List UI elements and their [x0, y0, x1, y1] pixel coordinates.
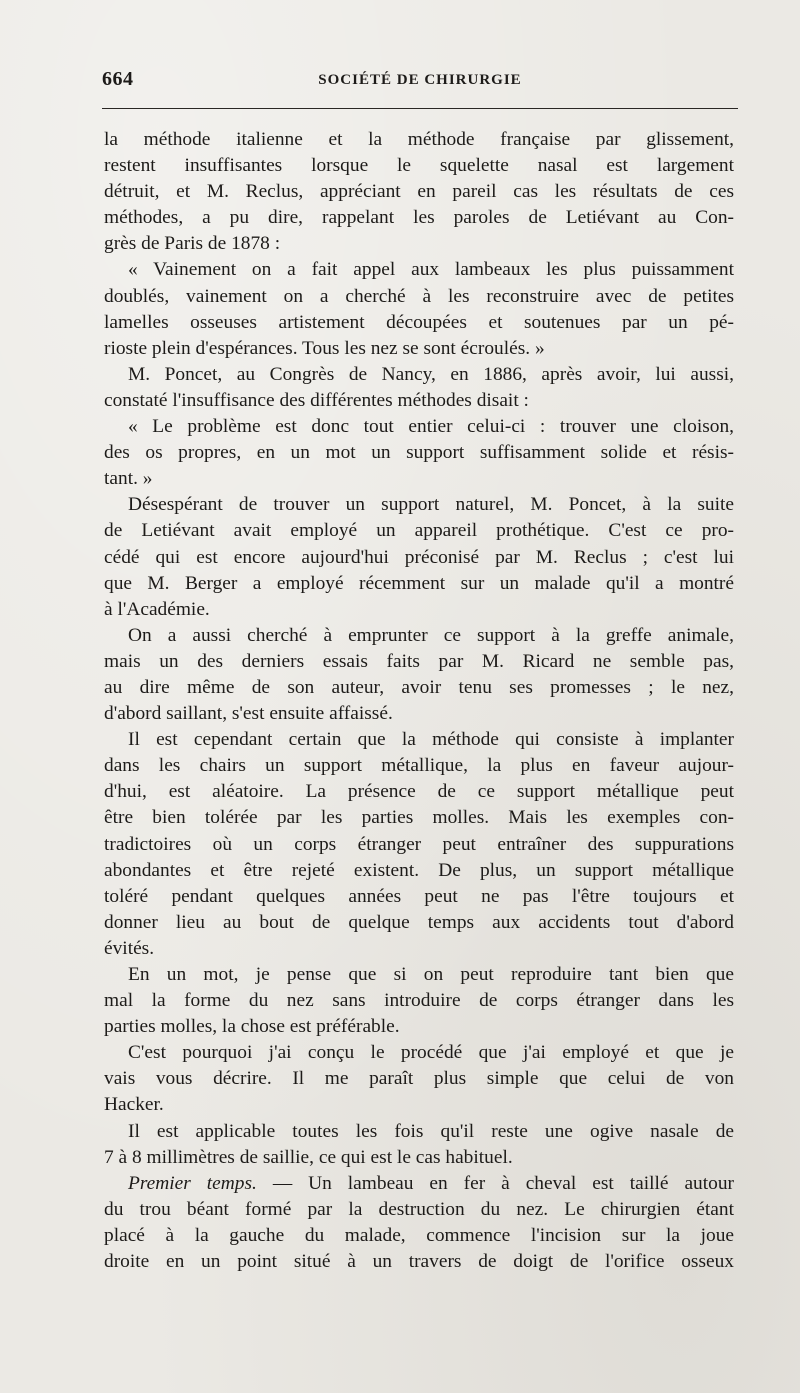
text-line: abondantes et être rejeté existent. De plus, un support métallique — [104, 859, 734, 881]
text-line: la méthode italienne et la méthode française par glissement, — [104, 129, 734, 150]
text-line: tant. » — [104, 468, 153, 490]
section-heading: Premier temps. — [128, 1172, 257, 1194]
text-line: que M. Berger a employé récemment sur un malade qu'il a montré — [104, 572, 734, 594]
text-line: doublés, vainement on a cherché à les reconstruire avec de petites — [104, 285, 734, 307]
text-line: d'hui, est aléatoire. La présence de ce support métallique peut — [104, 781, 734, 803]
text-line: Hacker. — [104, 1094, 164, 1116]
text-line: 7 à 8 millimètres de saillie, ce qui est le cas habituel. — [104, 1146, 513, 1168]
text-line: cédé qui est encore aujourd'hui préconisé par M. Reclus ; c'est lui — [104, 546, 734, 568]
text-line: rioste plein d'espérances. Tous les nez se sont écroulés. » — [104, 337, 545, 359]
text-line: mais un des derniers essais faits par M. Ricard ne semble pas, — [104, 650, 734, 672]
text-line: En un mot, je pense que si on peut reproduire tant bien que — [128, 964, 734, 985]
text-line-rest: — Un lambeau en fer à cheval est taillé autour — [272, 1172, 734, 1194]
text-line: M. Poncet, au Congrès de Nancy, en 1886, après avoir, lui aussi, — [128, 363, 734, 385]
text-line: toléré pendant quelques années peut ne pas l'être toujours et — [104, 885, 734, 907]
page-header — [102, 68, 738, 98]
text-line: restent insuffisantes lorsque le squelette nasal est largement — [104, 155, 734, 177]
text-line: « Vainement on a fait appel aux lambeaux les plus puissamment — [128, 259, 734, 281]
text-line: C'est pourquoi j'ai conçu le procédé que j'ai employé et que je — [128, 1042, 734, 1064]
text-line: donner lieu au bout de quelque temps aux accidents tout d'abord — [104, 911, 734, 933]
text-line: tradictoires où un corps étranger peut entraîner des suppurations — [104, 833, 734, 855]
text-line: lamelles osseuses artistement découpées et soutenues par un pé- — [104, 311, 734, 333]
text-line: Désespérant de trouver un support naturel, M. Poncet, à la suite — [128, 494, 734, 516]
text-line: Il est applicable toutes les fois qu'il reste une ogive nasale de — [128, 1120, 734, 1142]
text-line: méthodes, a pu dire, rappelant les paroles de Letiévant au Con- — [104, 207, 734, 229]
text-line: vais vous décrire. Il me paraît plus simple que celui de von — [104, 1068, 734, 1090]
text-line: évités. — [104, 937, 155, 959]
body-text — [104, 127, 734, 1275]
text-line: Il est cependant certain que la méthode qui consiste à implanter — [128, 729, 734, 751]
text-line: d'abord saillant, s'est ensuite affaissé. — [104, 703, 393, 725]
text-line: « Le problème est donc tout entier celui-ci : trouver une cloison, — [128, 416, 734, 438]
text-line: constaté l'insuffisance des différentes méthodes disait : — [104, 389, 529, 411]
text-line: à l'Académie. — [104, 598, 210, 620]
text-line: On a aussi cherché à emprunter ce support à la greffe animale, — [128, 624, 734, 646]
text-line: être bien tolérée par les parties molles. Mais les exemples con- — [104, 807, 734, 829]
text-line: de Letiévant avait employé un appareil prothétique. C'est ce pro- — [104, 520, 734, 542]
text-line: détruit, et M. Reclus, appréciant en pareil cas les résultats de ces — [104, 181, 734, 203]
text-line: dans les chairs un support métallique, la plus en faveur aujour- — [104, 755, 734, 777]
text-line: droite en un point situé à un travers de doigt de l'orifice osseux — [104, 1251, 734, 1273]
text-line: mal la forme du nez sans introduire de corps étranger dans les — [104, 990, 734, 1012]
text-line — [104, 1171, 734, 1197]
text-line: parties molles, la chose est préférable. — [104, 1016, 400, 1038]
text-line: au dire même de son auteur, avoir tenu ses promesses ; le nez, — [104, 676, 734, 698]
text-line: des os propres, en un mot un support suffisamment solide et résis- — [104, 442, 734, 464]
header-rule — [102, 108, 738, 109]
text-line: placé à la gauche du malade, commence l'incision sur la joue — [104, 1224, 734, 1246]
text-line: grès de Paris de 1878 : — [104, 233, 281, 255]
running-title: SOCIÉTÉ DE CHIRURGIE — [318, 72, 522, 88]
text-line: du trou béant formé par la destruction du nez. Le chirurgien étant — [104, 1198, 734, 1220]
page-number: 664 — [102, 68, 134, 90]
